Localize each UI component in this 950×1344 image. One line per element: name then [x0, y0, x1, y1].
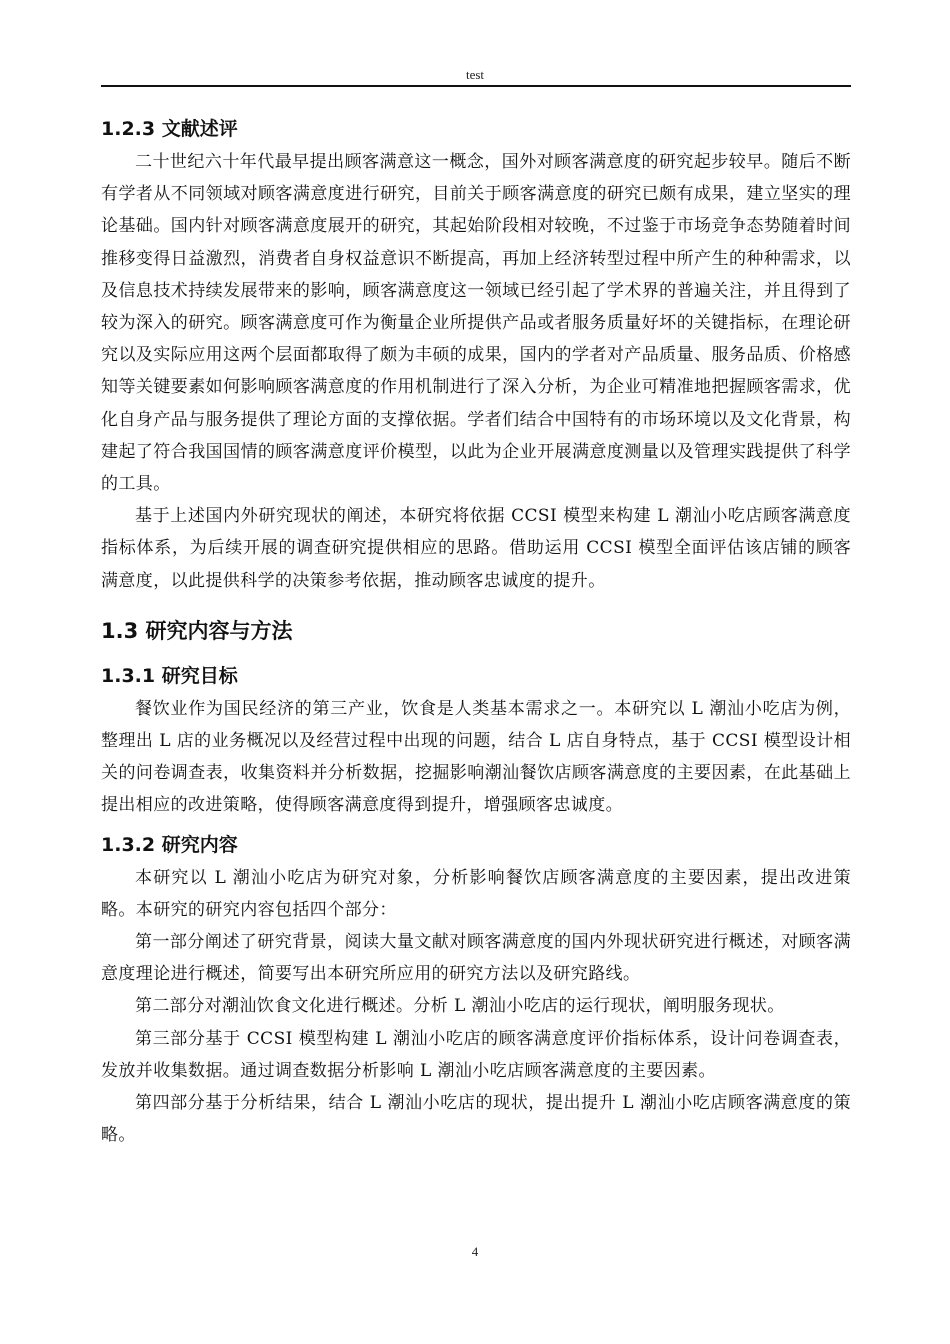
paragraph-part-one: 第一部分阐述了研究背景，阅读大量文献对顾客满意度的国内外现状研究进行概述，对顾客满意度理论进行概述，简要写出本研究所应用的研究方法以及研究路线。: [101, 932, 851, 985]
page-number: 4: [471, 1244, 479, 1259]
section-heading-1-3-2: 1.3.2 研究内容: [101, 833, 238, 856]
section-heading-1-2-3: 1.2.3 文献述评: [101, 118, 238, 140]
paragraph-research-content-intro: 本研究以 L 潮汕小吃店为研究对象，分析影响餐饮店顾客满意度的主要因素，提出改进策略。本研究的研究内容包括四个部分：: [101, 867, 851, 920]
header-divider: [101, 85, 851, 87]
page-body: [101, 112, 851, 1151]
paragraph-literature-review: 二十世纪六十年代最早提出顾客满意这一概念，国外对顾客满意度的研究起步较早。随后不断有学者从不同领域对顾客满意度进行研究，目前关于顾客满意度的研究已颇有成果，建立坚实的理论基础。国内针对顾客满意度展开的研究，其起始阶段相对较晚，不过鉴于市场竞争态势随着时间推移变得日益激烈，消费者自身权益意识不断提高，再加上经济转型过程中所产生的种种需求，以及信息技术持续发展带来的影响，顾客满意度这一领域已经引起了学术界的普遍关注，并且得到了较为深入的研究。顾客满意度可作为衡量企业所提供产品或者服务质量好坏的关键指标，在理论研究以及实际应用这两个层面都取得了颇为丰硕的成果，国内的学者对产品质量、服务品质、价格感知等关键要素如何影响顾客满意度的作用机制进行了深入分析，为企业可精准地把握顾客需求，优化自身产品与服务提供了理论方面的支撑依据。学者们结合中国特有的市场环境以及文化背景，构建起了符合我国国情的顾客满意度评价模型，以此为企业开展满意度测量以及管理实践提供了科学的工具。: [101, 152, 851, 495]
paragraph-research-goal: 餐饮业作为国民经济的第三产业，饮食是人类基本需求之一。本研究以 L 潮汕小吃店为例， 整理出 L 店的业务概况以及经营过程中出现的问题，结合 L 店自身特点，基于 CCSI 模型设计相关的问卷调查表，收集资料并分析数据，挖掘影响潮汕餐饮店顾客满意度的主要因素，在此基础上提出相应的改进策略，使得顾客满意度得到提升，增强顾客忠诚度。: [101, 698, 851, 816]
paragraph-research-basis: 基于上述国内外研究现状的阐述，本研究将依据 CCSI 模型来构建 L 潮汕小吃店顾客满意度指标体系，为后续开展的调查研究提供相应的思路。借助运用 CCSI 模型全面评估该店铺的顾客满意度，以此提供科学的决策参考依据，推动顾客忠诚度的提升。: [101, 506, 851, 591]
section-heading-1-3-1: 1.3.1 研究目标: [101, 664, 238, 687]
running-header: test: [465, 67, 485, 82]
paragraph-part-two: 第二部分对潮汕饮食文化进行概述。分析 L 潮汕小吃店的运行现状，阐明服务现状。: [135, 996, 785, 1017]
section-heading-1-3: 1.3 研究内容与方法: [101, 618, 293, 643]
paragraph-part-four: 第四部分基于分析结果，结合 L 潮汕小吃店的现状，提出提升 L 潮汕小吃店顾客满意度的策略。: [101, 1093, 851, 1146]
paragraph-part-three: 第三部分基于 CCSI 模型构建 L 潮汕小吃店的顾客满意度评价指标体系，设计问卷调查表，发放并收集数据。通过调查数据分析影响 L 潮汕小吃店顾客满意度的主要因素。: [101, 1028, 851, 1081]
